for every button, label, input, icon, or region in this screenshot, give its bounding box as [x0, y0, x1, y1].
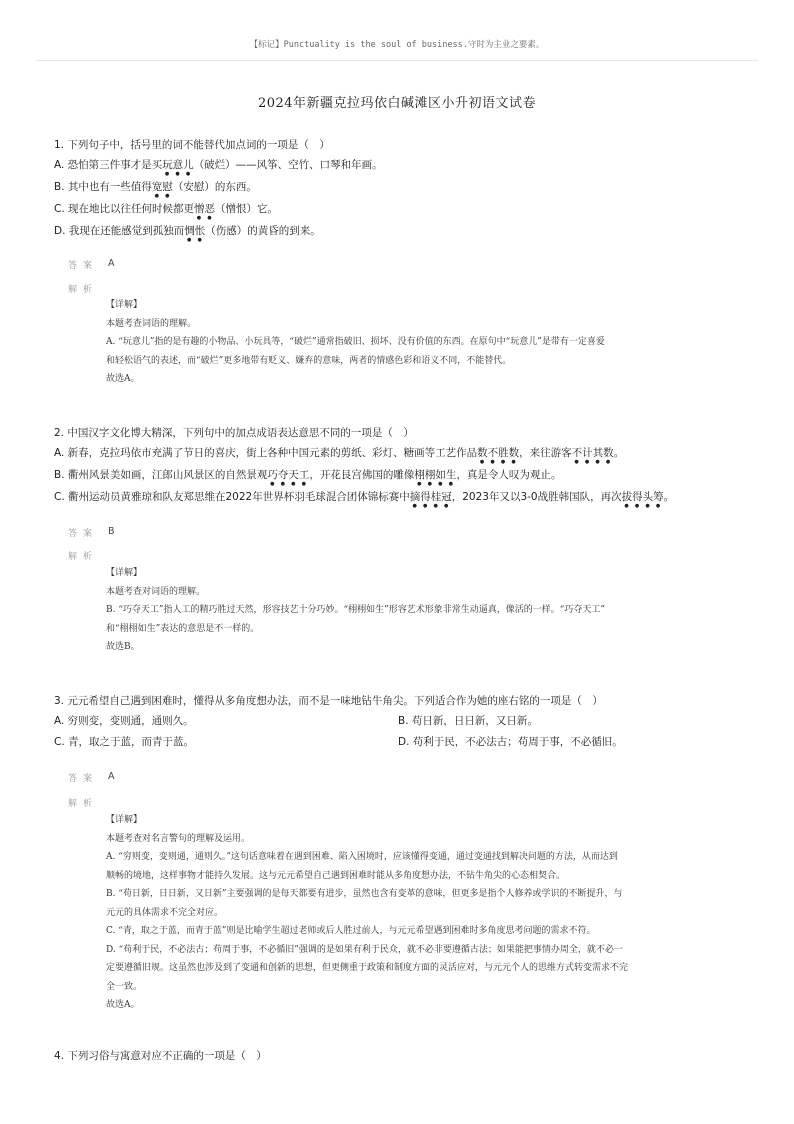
header-divider — [36, 60, 758, 61]
option-b[interactable]: B. 苟日新，日日新，又日新。 — [398, 715, 538, 727]
answer-row-3 — [68, 771, 115, 784]
explanation-3: 【详解】 本题考查对名言警句的理解及运用。 A. “穷则变，变则通，通则久。”这句话意味着在遇到困难、陷入困境时，应该懂得变通，通过变通找到解决问题的方法，从而达到 顺畅的境地，这样事物才能持久发展。这与元元希望自己遇到困难时能从多角度想办法，不钻牛角尖的心态相契合。 B. “苟日新，日日新，又日新”主要强调的是每天都要有进步，虽然也含有变革的意味，但更多是指个人修养或学识的不断提升，与 元元的具体需求不完全对应。 C. “青，取之于蓝，而青于蓝”则是比喻学生超过老师或后人胜过前人，与元元希望遇到困难时多角度思考问题的需求不符。 D. “苟利于民，不必法古；苟周于事，不必循旧”强调的是如果有利于民众，就不必非要遵循古法；如果能把事情办周全，就不必一 定要遵循旧规。这虽然也涉及到了变通和创新的思想，但更侧重于政策和制度方面的灵活应对，与元元个人的思维方式转变需求不完 全一致。 故选A。 — [106, 815, 629, 1010]
answer-value: A — [108, 771, 115, 782]
option-c[interactable]: C. 现在地比以往任何时候都更憎恶（憎恨）它。 — [54, 203, 279, 215]
question-4 — [54, 1046, 754, 1066]
option-a[interactable]: A. 穷则变，变则通，通则久。 — [54, 715, 194, 727]
question-1 — [54, 135, 754, 243]
question-stem: 4. 下列习俗与寓意对应不正确的一项是（ ） — [54, 1050, 267, 1062]
dotted-word: 拔得头筹 — [621, 491, 664, 503]
explanation-label: 解析 — [68, 799, 99, 809]
dotted-word: 摘得桂冠 — [409, 491, 452, 503]
dotted-word: 憎恶 — [194, 203, 216, 215]
answer-label: 答案 — [68, 261, 99, 271]
option-a[interactable]: A. 恐怕第三件事才是买玩意儿（破烂）——风筝、空竹、口琴和年画。 — [54, 159, 383, 171]
dotted-word: 玩意儿 — [162, 159, 194, 171]
option-c[interactable]: C. 青，取之于蓝，而青于蓝。 — [54, 736, 195, 748]
question-stem: 1. 下列句子中，括号里的词不能替代加点词的一项是（ ） — [54, 139, 330, 151]
option-d[interactable]: D. 苟利于民，不必法古；苟周于事，不必循旧。 — [398, 736, 623, 748]
question-3 — [54, 691, 754, 753]
answer-label: 答案 — [68, 529, 99, 539]
dotted-word: 宽慰 — [151, 181, 173, 193]
answer-value: B — [108, 526, 115, 537]
explanation-label: 解析 — [68, 285, 99, 295]
explanation-1: 【详解】 本题考查词语的理解。 A. “玩意儿”指的是有趣的小物品、小玩具等，“破烂”通常指破旧、损坏、没有价值的东西。在原句中“玩意儿”是带有一定喜爱 和轻松语气的表述，而“破烂”更多地带有贬义、嫌弃的意味，两者的情感色彩和语义不同，不能替代。 故选A。 — [106, 300, 605, 384]
exam-title: 2024年新疆克拉玛依白碱滩区小升初语文试卷 — [257, 96, 537, 111]
dotted-word: 巧夺天工 — [267, 469, 310, 481]
answer-label: 答案 — [68, 774, 99, 784]
option-a[interactable]: A. 新春，克拉玛依市充满了节日的喜庆，街上各种中国元素的剪纸、彩灯、糖画等工艺作品数不胜数，来往游客不计其数。 — [54, 447, 625, 459]
explanation-2: 【详解】 本题考查对词语的理解。 B. “巧夺天工”指人工的精巧胜过天然，形容技艺十分巧妙。“栩栩如生”形容艺术形象非常生动逼真，像活的一样。“巧夺天工” 和“栩栩如生”表达的意思是不一样的。 故选B。 — [106, 568, 605, 652]
option-d[interactable]: D. 我现在还能感觉到孤独而惆怅（伤感）的黄昏的到来。 — [54, 225, 321, 237]
question-stem: 2. 中国汉字文化博大精深，下列句中的加点成语表达意思不同的一项是（ ） — [54, 427, 414, 439]
options-grid — [54, 711, 754, 753]
dotted-word: 数不胜数 — [477, 447, 520, 459]
page-header-note: 【标记】Punctuality is the soul of business.守时为主业之要素。 — [249, 40, 545, 50]
dotted-word: 不计其数 — [571, 447, 614, 459]
question-2 — [54, 423, 754, 509]
question-stem: 3. 元元希望自己遇到困难时，懂得从多角度想办法，而不是一味地钻牛角尖。下列适合作为她的座右铭的一项是（ ） — [54, 695, 603, 707]
dotted-word: 惆怅 — [184, 225, 206, 237]
option-c[interactable]: C. 衢州运动员黄雅琼和队友郑思维在2022年世界杯羽毛球混合团体锦标赛中摘得桂冠，2023年又以3-0战胜韩国队，再次拔得头筹。 — [54, 491, 675, 503]
dotted-word: 栩栩如生 — [414, 469, 457, 481]
option-b[interactable]: B. 其中也有一些值得宽慰（安慰）的东西。 — [54, 181, 257, 193]
explanation-label: 解析 — [68, 552, 99, 562]
answer-row-2 — [68, 526, 115, 539]
answer-row-1 — [68, 258, 115, 271]
option-b[interactable]: B. 衢州风景美如画，江郎山风景区的自然景观巧夺天工，开花艮宫佛国的雕像栩栩如生，真是令人叹为观止。 — [54, 469, 562, 481]
answer-value: A — [108, 258, 115, 269]
